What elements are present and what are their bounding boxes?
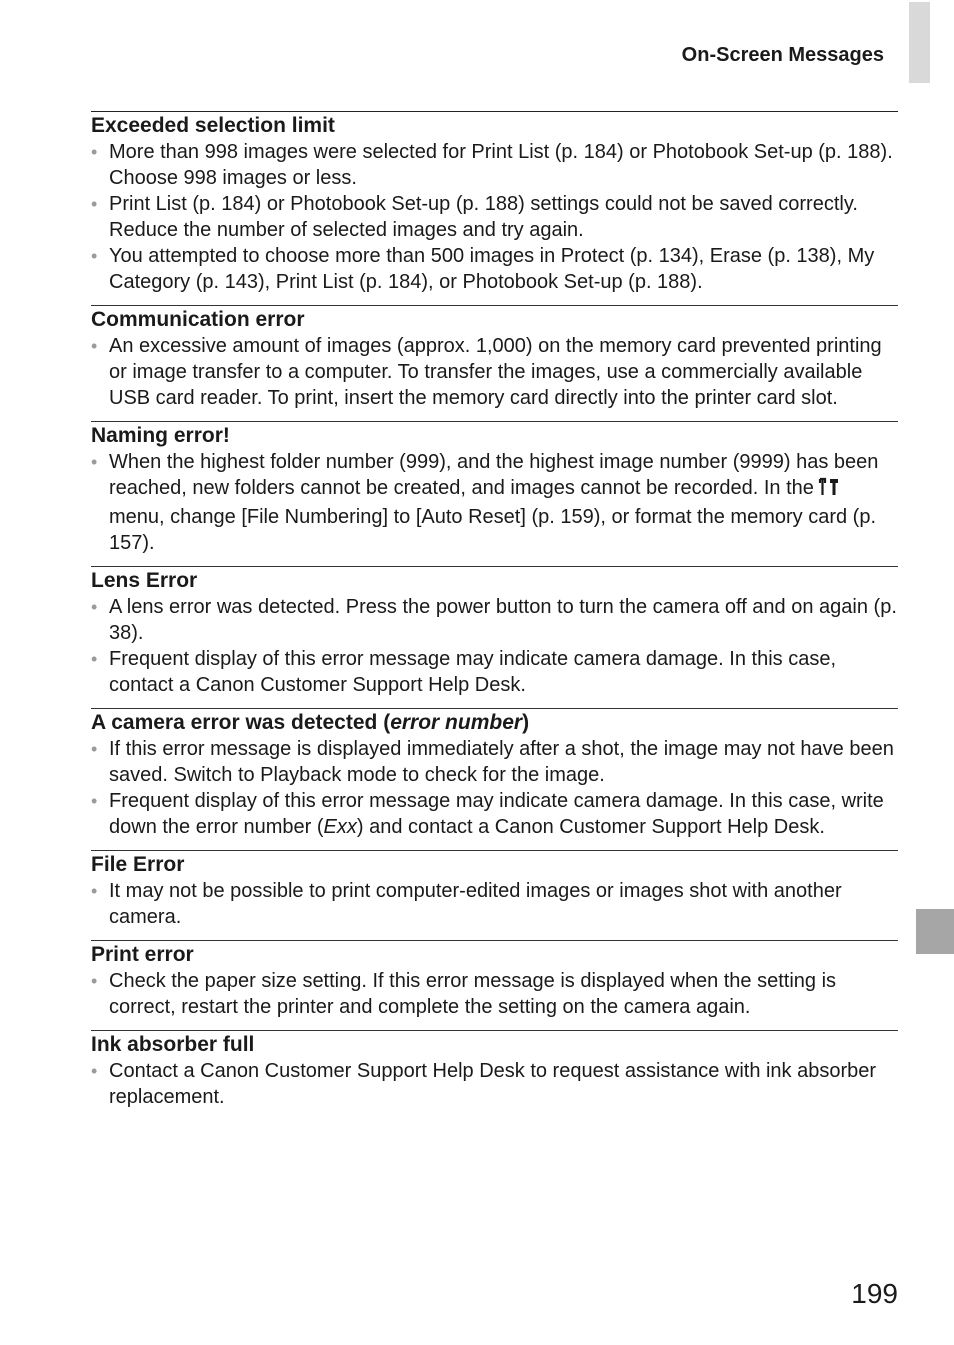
item-text: ) and contact a Canon Customer Support Help Desk. — [356, 816, 825, 838]
section-title: Naming error! — [91, 424, 230, 447]
section-title: File Error — [91, 853, 185, 876]
section-ink-absorber-full — [91, 1030, 898, 1110]
item-text: A lens error was detected. Press the power button to turn the camera off and on again (p. 38). — [109, 596, 897, 644]
bullet-icon: • — [91, 739, 98, 759]
list-item — [91, 139, 898, 191]
bullet-icon: • — [91, 649, 98, 669]
chapter-tab-marker — [916, 909, 954, 954]
bullet-icon: • — [91, 336, 98, 356]
title-text: A camera error was detected ( — [91, 711, 391, 734]
list-item — [91, 449, 898, 556]
list-item — [91, 646, 898, 698]
item-text: More than 998 images were selected for Print List (p. 184) or Photobook Set-up (p. 188). Choose 998 images or less. — [109, 141, 893, 189]
bullet-icon: • — [91, 881, 98, 901]
list-item — [91, 968, 898, 1020]
list-item — [91, 191, 898, 243]
item-text: When the highest folder number (999), and the highest image number (9999) has been reached, new folders cannot be created, and images cannot be recorded. In the — [109, 451, 879, 499]
section-camera-error — [91, 708, 898, 840]
section-title: Print error — [91, 943, 194, 966]
title-text: ) — [522, 711, 530, 734]
messages-list — [91, 111, 898, 1120]
list-item — [91, 243, 898, 295]
bullet-icon: • — [91, 971, 98, 991]
item-text: Frequent display of this error message may indicate camera damage. In this case, contact a Canon Customer Support Help Desk. — [109, 648, 837, 696]
bullet-icon: • — [91, 1061, 98, 1081]
item-text: It may not be possible to print computer-edited images or images shot with another camera. — [109, 880, 842, 928]
title-italic-text: error number — [390, 711, 523, 734]
section-title: Ink absorber full — [91, 1033, 255, 1056]
section-naming-error — [91, 421, 898, 556]
section-title: Exceeded selection limit — [91, 114, 335, 137]
error-code-text: Exx — [323, 816, 357, 838]
list-item — [91, 333, 898, 411]
section-file-error — [91, 850, 898, 930]
bullet-icon: • — [91, 452, 98, 472]
running-header: On-Screen Messages — [681, 44, 884, 66]
item-text: Contact a Canon Customer Support Help Desk to request assistance with ink absorber replacement. — [109, 1060, 877, 1108]
section-title: Communication error — [91, 308, 305, 331]
bullet-icon: • — [91, 597, 98, 617]
chapter-tab-top — [909, 2, 930, 83]
item-text: Print List (p. 184) or Photobook Set-up (p. 188) settings could not be saved correctly. Reduce the number of selected images and try again. — [109, 193, 858, 241]
item-text: If this error message is displayed immediately after a shot, the image may not have been saved. Switch to Playback mode to check for the image. — [109, 738, 894, 786]
bullet-icon: • — [91, 246, 98, 266]
bullet-icon: • — [91, 194, 98, 214]
section-lens-error — [91, 566, 898, 698]
item-text: Frequent display of this error message may indicate camera damage. In this case, write down the error number ( — [109, 790, 884, 838]
list-item — [91, 736, 898, 788]
tools-menu-icon — [818, 477, 840, 504]
item-text: menu, change [File Numbering] to [Auto Reset] (p. 159), or format the memory card (p. 157). — [109, 506, 877, 554]
list-item — [91, 1058, 898, 1110]
section-print-error — [91, 940, 898, 1020]
list-item — [91, 878, 898, 930]
item-text: Check the paper size setting. If this error message is displayed when the setting is correct, restart the printer and complete the setting on the camera again. — [109, 970, 837, 1018]
item-text: You attempted to choose more than 500 images in Protect (p. 134), Erase (p. 138), My Category (p. 143), Print List (p. 184), or Photobook Set-up (p. 188). — [109, 245, 875, 293]
section-communication-error — [91, 305, 898, 411]
section-title: Lens Error — [91, 569, 198, 592]
page-number: 199 — [851, 1278, 898, 1309]
item-text: An excessive amount of images (approx. 1,000) on the memory card prevented printing or image transfer to a computer. To transfer the images, use a commercially available USB card reader. To print, insert the memory card directly into the printer card slot. — [109, 335, 882, 409]
bullet-icon: • — [91, 142, 98, 162]
bullet-icon: • — [91, 791, 98, 811]
section-exceeded-selection-limit — [91, 111, 898, 295]
section-title — [91, 709, 898, 736]
list-item — [91, 594, 898, 646]
list-item — [91, 788, 898, 840]
